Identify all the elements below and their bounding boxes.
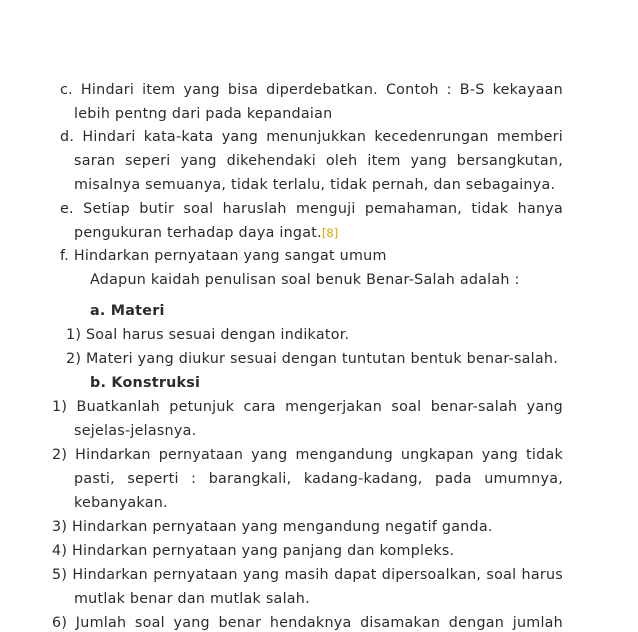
konstruksi-item-1-line-2: sejelas-jelasnya. (74, 423, 197, 439)
konstruksi-item-5-line-2: mutlak benar dan mutlak salah. (74, 591, 310, 607)
konstruksi-item-2-line-1: 2) Hindarkan pernyataan yang mengandung ungkapan yang tidak (52, 447, 563, 463)
list-item-e-line-1: e. Setiap butir soal haruslah menguji pemahaman, tidak hanya (60, 201, 563, 217)
section-heading-konstruksi: b. Konstruksi (90, 375, 201, 391)
konstruksi-item-2-line-2: pasti, seperti : barangkali, kadang-kadang, pada umumnya, (74, 471, 563, 487)
konstruksi-item-6-line-1: 6) Jumlah soal yang benar hendaknya disamakan dengan jumlah (52, 615, 563, 631)
konstruksi-item-4: 4) Hindarkan pernyataan yang panjang dan kompleks. (52, 543, 455, 559)
list-item-d-line-1: d. Hindari kata-kata yang menunjukkan kecedenrungan memberi (60, 129, 563, 145)
list-item-d-line-3: misalnya semuanya, tidak terlalu, tidak pernah, dan sebagainya. (74, 177, 556, 193)
intro-paragraph: Adapun kaidah penulisan soal benuk Benar-Salah adalah : (90, 272, 520, 288)
konstruksi-item-3: 3) Hindarkan pernyataan yang mengandung negatif ganda. (52, 519, 493, 535)
citation-link[interactable]: [8] (321, 226, 339, 240)
list-item-f-line-1: f. Hindarkan pernyataan yang sangat umum (60, 248, 387, 264)
list-item-d-line-2: saran seperi yang dikehendaki oleh item yang bersangkutan, (74, 153, 563, 169)
konstruksi-item-5-line-1: 5) Hindarkan pernyataan yang masih dapat dipersoalkan, soal harus (52, 567, 563, 583)
list-item-e-text: pengukuran terhadap daya ingat. (74, 225, 322, 241)
list-item-c-line-1: c. Hindari item yang bisa diperdebatkan. Contoh : B-S kekayaan (60, 82, 563, 98)
materi-item-1: 1) Soal harus sesuai dengan indikator. (66, 327, 350, 343)
konstruksi-item-1-line-1: 1) Buatkanlah petunjuk cara mengerjakan soal benar-salah yang (52, 399, 563, 415)
list-item-e-line-2 (74, 224, 338, 242)
section-heading-materi: a. Materi (90, 303, 165, 319)
konstruksi-item-2-line-3: kebanyakan. (74, 495, 168, 511)
list-item-c-line-2: lebih pentng dari pada kepandaian (74, 106, 333, 122)
materi-item-2: 2) Materi yang diukur sesuai dengan tuntutan bentuk benar-salah. (66, 351, 559, 367)
